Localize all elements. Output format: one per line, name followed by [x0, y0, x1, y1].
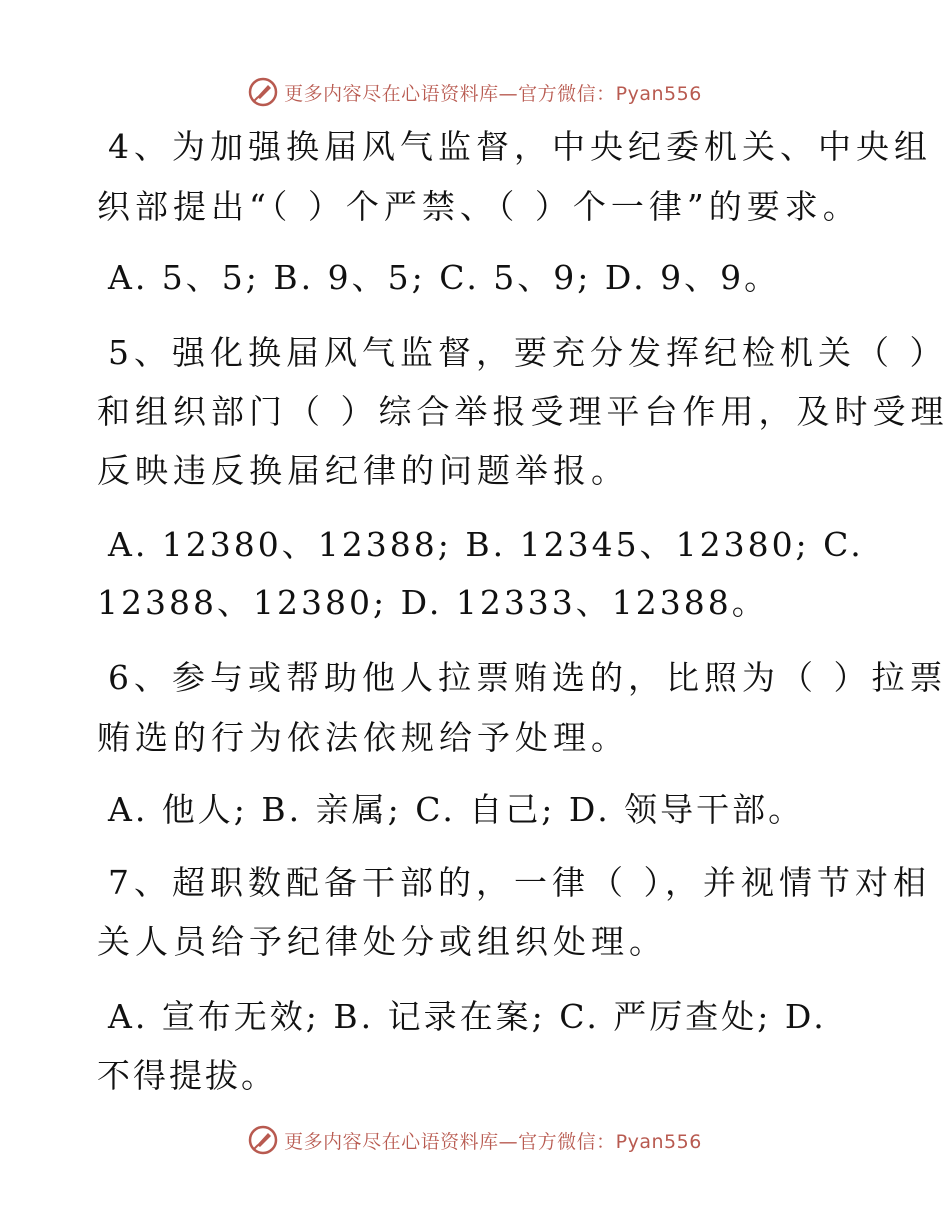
watermark-text: 更多内容尽在心语资料库—官方微信：Pyan556 — [284, 82, 702, 105]
question-5-line-2: 和组织部门（ ）综合举报受理平台作用，及时受理 — [97, 392, 949, 431]
header-watermark — [0, 72, 950, 112]
footer-watermark — [0, 1120, 950, 1160]
question-5-line-3: 反映违反换届纪律的问题举报。 — [97, 451, 629, 490]
question-6-line-2: 贿选的行为依法依规给予处理。 — [97, 718, 629, 757]
question-5-options-line-1: A. 12380、12388; B. 12345、12380; C. — [108, 525, 864, 564]
question-7-line-1: 7、超职数配备干部的，一律（ ），并视情节对相 — [108, 863, 931, 902]
question-7-line-2: 关人员给予纪律处分或组织处理。 — [97, 922, 667, 961]
question-6-options: A. 他人; B. 亲属; C. 自己; D. 领导干部。 — [108, 790, 805, 829]
brand-logo-icon — [248, 77, 278, 107]
question-5-line-1: 5、强化换届风气监督，要充分发挥纪检机关（ ） — [108, 333, 948, 372]
brand-logo-icon — [248, 1125, 278, 1155]
question-7-options-line-2: 不得提拔。 — [97, 1056, 277, 1095]
watermark-text: 更多内容尽在心语资料库—官方微信：Pyan556 — [284, 1130, 702, 1153]
question-5-options-line-2: 12388、12380; D. 12333、12388。 — [97, 583, 768, 622]
question-6-line-1: 6、参与或帮助他人拉票贿选的，比照为（ ）拉票 — [108, 658, 948, 697]
question-4-line-2: 织部提出“（ ）个严禁、（ ）个一律”的要求。 — [97, 187, 861, 226]
question-7-options-line-1: A. 宣布无效; B. 记录在案; C. 严厉查处; D. — [108, 997, 827, 1036]
question-4-options: A. 5、5; B. 9、5; C. 5、9; D. 9、9。 — [108, 258, 781, 297]
question-4-line-1: 4、为加强换届风气监督，中央纪委机关、中央组 — [108, 127, 932, 166]
